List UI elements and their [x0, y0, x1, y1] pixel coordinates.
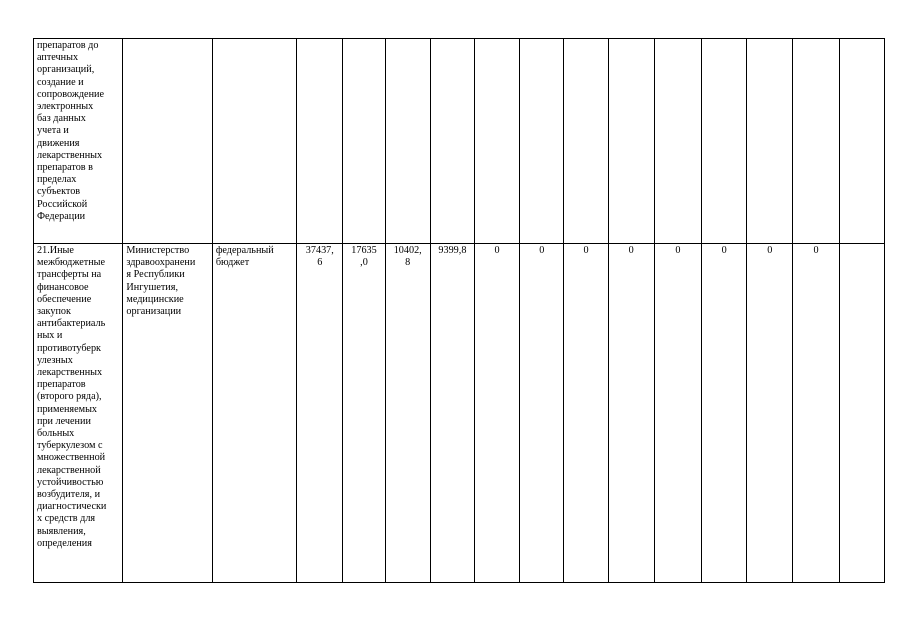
value-cell	[702, 39, 747, 244]
value-cell: 0	[564, 244, 608, 583]
value-cell: 0	[520, 244, 564, 583]
table-row	[34, 244, 885, 583]
value-cell: 0	[702, 244, 747, 583]
value-cell: 0	[475, 244, 520, 583]
value-cell: 0	[793, 244, 839, 583]
value-cell	[564, 39, 608, 244]
budget-table	[33, 38, 885, 583]
value-cell	[475, 39, 520, 244]
funding-source-cell	[212, 39, 296, 244]
value-cell: 0	[747, 244, 793, 583]
funding-source-cell: федеральный бюджет	[212, 244, 296, 583]
value-cell	[343, 39, 385, 244]
value-cell: 17635 ,0	[343, 244, 385, 583]
value-cell	[385, 39, 430, 244]
table-row	[34, 39, 885, 244]
value-cell	[747, 39, 793, 244]
executor-cell	[123, 39, 212, 244]
measure-name-cell: 21.Иные межбюджетные трансферты на финансовое обеспечение закупок антибактериаль ных и противотуберк улезных лекарственных препаратов (второго ряда), применяемых при лечении больных туберкулезом с множественной лекарственной устойчивостью возбудителя, и диагностически х средств для выявления, определения	[34, 244, 123, 583]
value-cell	[839, 39, 884, 244]
value-cell: 0	[654, 244, 701, 583]
value-cell	[608, 39, 654, 244]
value-cell	[430, 39, 474, 244]
value-cell	[839, 244, 884, 583]
value-cell	[654, 39, 701, 244]
value-cell: 37437, 6	[297, 244, 343, 583]
value-cell: 9399,8	[430, 244, 474, 583]
value-cell	[793, 39, 839, 244]
measure-name-cell: препаратов до аптечных организаций, создание и сопровождение электронных баз данных учета и движения лекарственных препаратов в пределах субъектов Российской Федерации	[34, 39, 123, 244]
value-cell: 0	[608, 244, 654, 583]
value-cell	[297, 39, 343, 244]
executor-cell: Министерство здравоохранени я Республики Ингушетия, медицинские организации	[123, 244, 212, 583]
value-cell	[520, 39, 564, 244]
value-cell: 10402, 8	[385, 244, 430, 583]
